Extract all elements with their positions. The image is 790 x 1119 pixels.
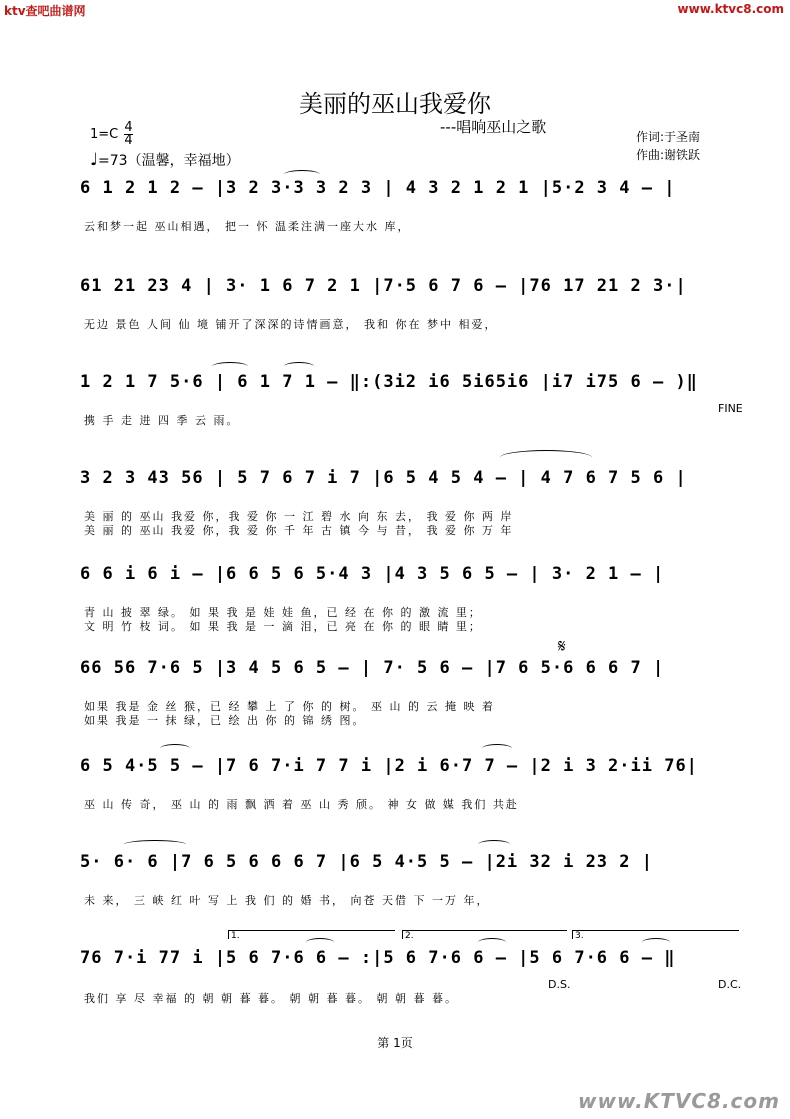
score-subtitle: ---唱响巫山之歌 bbox=[440, 118, 547, 136]
slur-mark bbox=[284, 170, 320, 179]
notation-line-5: 6 6 i 6 i – |6 6 5 6 5·4 3 |4 3 5 6 5 – | 3· 2 1 – | bbox=[80, 564, 665, 584]
lyrics-line-9: 我们 享 尽 幸福 的 朝 朝 暮 暮。 朝 朝 暮 暮。 朝 朝 暮 暮。 bbox=[84, 992, 458, 1005]
lyricist-credit: 作词:于圣南 bbox=[636, 130, 701, 144]
tie-mark bbox=[124, 840, 186, 849]
volta-1: 1. bbox=[228, 930, 395, 939]
tie-mark bbox=[500, 450, 592, 465]
page-number: 第 1页 bbox=[377, 1036, 413, 1050]
notation-line-3: 1 2 1 7 5·6 | 6 1 7 1 – ‖:(3i2 i6 5i65i6 |i7 i75 6 – )‖ bbox=[80, 372, 698, 392]
watermark-bottom: www.KTVC8.com bbox=[578, 1089, 780, 1113]
volta-2: 2. bbox=[402, 930, 567, 939]
notation-line-1: 6 1 2 1 2 – |3 2 3·3 3 2 3 | 4 3 2 1 2 1 |5·2 3 4 – | bbox=[80, 178, 676, 198]
time-signature bbox=[124, 122, 132, 147]
quarter-note-icon: ♩ bbox=[90, 150, 99, 170]
slur-mark bbox=[306, 938, 334, 947]
score-title: 美丽的巫山我爱你 bbox=[299, 90, 491, 118]
lyrics-line-5b: 文 明 竹 枝 词。 如 果 我 是 一 滴 泪，已 亮 在 你 的 眼 睛 里； bbox=[84, 620, 482, 633]
slur-mark bbox=[212, 362, 248, 371]
time-numerator: 4 bbox=[124, 120, 133, 135]
slur-mark bbox=[478, 840, 510, 849]
notation-line-7: 6 5 4·5 5 – |7 6 7·i 7 7 i |2 i 6·7 7 – |2 i 3 2·ii 76| bbox=[80, 756, 698, 776]
fine-marking: FINE bbox=[718, 402, 743, 415]
lyrics-line-6a: 如果 我是 金 丝 猴，已 经 攀 上 了 你 的 树。 巫 山 的 云 掩 映 着 bbox=[84, 700, 495, 713]
volta-3: 3. bbox=[572, 930, 739, 939]
time-denominator: 4 bbox=[124, 133, 133, 148]
lyrics-line-6b: 如果 我是 一 抹 绿，已 绘 出 你 的 锦 绣 图。 bbox=[84, 714, 366, 727]
ds-marking: D.S. bbox=[548, 978, 571, 991]
tempo-text: =73（温馨，幸福地） bbox=[98, 153, 240, 169]
key-label: 1=C bbox=[90, 127, 119, 142]
lyrics-line-3: 携 手 走 进 四 季 云 雨。 bbox=[84, 414, 240, 427]
lyrics-line-4b: 美 丽 的 巫山 我爱 你，我 爱 你 千 年 古 镇 今 与 昔， 我 爱 你 万 年 bbox=[84, 524, 514, 537]
lyrics-line-7: 巫 山 传 奇， 巫 山 的 雨 飘 洒 着 巫 山 秀 颀。 神 女 做 媒 我们 共赴 bbox=[84, 798, 519, 811]
notation-line-8: 5· 6· 6 |7 6 5 6 6 6 7 |6 5 4·5 5 – |2i 32 i 23 2 | bbox=[80, 852, 653, 872]
segno-icon: 𝄋 bbox=[558, 636, 566, 657]
notation-line-4: 3 2 3 43 56 | 5 7 6 7 i 7 |6 5 4 5 4 – | 4 7 6 7 5 6 | bbox=[80, 468, 687, 488]
notation-line-2: 61 21 23 4 | 3· 1 6 7 2 1 |7·5 6 7 6 – |76 17 21 2 3·| bbox=[80, 276, 687, 296]
composer-credit: 作曲:谢铁跃 bbox=[636, 148, 701, 162]
tempo-marking bbox=[90, 150, 240, 170]
slur-mark bbox=[160, 744, 190, 753]
slur-mark bbox=[642, 938, 670, 947]
lyrics-line-4a: 美 丽 的 巫山 我爱 你，我 爱 你 一 江 碧 水 向 东 去， 我 爱 你 两 岸 bbox=[84, 510, 514, 523]
dc-marking: D.C. bbox=[718, 978, 742, 991]
lyrics-line-5a: 青 山 披 翠 绿。 如 果 我 是 娃 娃 鱼，已 经 在 你 的 激 流 里； bbox=[84, 606, 482, 619]
lyrics-line-8: 未 来， 三 峡 红 叶 写 上 我 们 的 婚 书， 向苍 天借 下 一万 年， bbox=[84, 894, 490, 907]
key-signature bbox=[90, 122, 133, 147]
slur-mark bbox=[284, 362, 314, 371]
slur-mark bbox=[482, 744, 512, 753]
notation-line-6: 66 56 7·6 5 |3 4 5 6 5 – | 7· 5 6 – |7 6 5·6 6 6 7 | bbox=[80, 658, 665, 678]
notation-line-9: 76 7·i 77 i |5 6 7·6 6 – :|5 6 7·6 6 – |5 6 7·6 6 – ‖ bbox=[80, 948, 676, 968]
watermark-top-left: ktv查吧曲谱网 bbox=[4, 4, 86, 18]
lyrics-line-2: 无边 景色 人间 仙 境 铺开了深深的诗情画意， 我和 你在 梦中 相爱， bbox=[84, 318, 498, 331]
lyrics-line-1: 云和梦一起 巫山相遇， 把一 怀 温柔注满一座大水 库， bbox=[84, 220, 411, 233]
watermark-top-right: www.ktvc8.com bbox=[677, 2, 784, 16]
slur-mark bbox=[478, 938, 506, 947]
